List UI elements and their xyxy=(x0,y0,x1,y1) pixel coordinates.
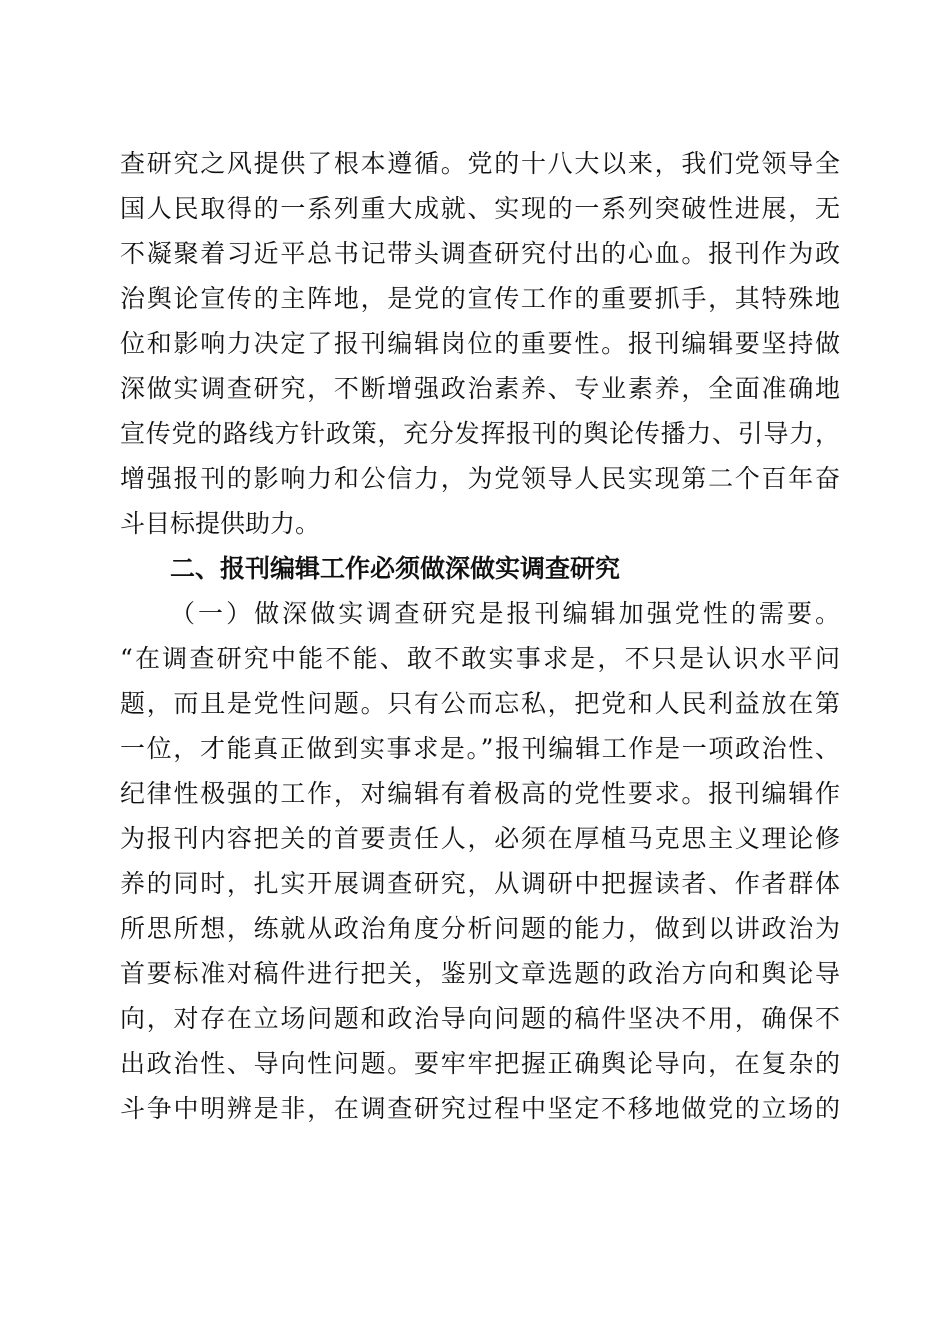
text-line: 位和影响力决定了报刊编辑岗位的重要性。报刊编辑要坚持做 xyxy=(120,329,840,358)
text-line: 斗目标提供助力。 xyxy=(120,509,321,538)
text-line: 养的同时，扎实开展调查研究，从调研中把握读者、作者群体 xyxy=(120,869,840,898)
text-line: 国人民取得的一系列重大成就、实现的一系列突破性进展，无 xyxy=(120,194,840,223)
text-line: 出政治性、导向性问题。要牢牢把握正确舆论导向，在复杂的 xyxy=(120,1049,840,1078)
text-line: 题，而且是党性问题。只有公而忘私，把党和人民利益放在第 xyxy=(120,689,840,718)
text-line: 查研究之风提供了根本遵循。党的十八大以来，我们党领导全 xyxy=(120,149,840,178)
text-line: 纪律性极强的工作，对编辑有着极高的党性要求。报刊编辑作 xyxy=(120,779,840,808)
section-heading: 二、报刊编辑工作必须做深做实调查研究 xyxy=(170,554,621,583)
text-line: 为报刊内容把关的首要责任人，必须在厚植马克思主义理论修 xyxy=(120,824,840,853)
text-line: 一位，才能真正做到实事求是。”报刊编辑工作是一项政治性、 xyxy=(120,734,840,763)
text-line: 斗争中明辨是非，在调查研究过程中坚定不移地做党的立场的 xyxy=(120,1094,840,1123)
text-line: 宣传党的路线方针政策，充分发挥报刊的舆论传播力、引导力， xyxy=(120,419,840,448)
text-line: 治舆论宣传的主阵地，是党的宣传工作的重要抓手，其特殊地 xyxy=(120,284,840,313)
text-line: 所思所想，练就从政治角度分析问题的能力，做到以讲政治为 xyxy=(120,914,840,943)
text-line: 向，对存在立场问题和政治导向问题的稿件坚决不用，确保不 xyxy=(120,1004,840,1033)
text-line: 不凝聚着习近平总书记带头调查研究付出的心血。报刊作为政 xyxy=(120,239,840,268)
text-line: “在调查研究中能不能、敢不敢实事求是，不只是认识水平问 xyxy=(120,644,840,673)
subsection-heading: （一）做深做实调查研究是报刊编辑加强党性的需要。 xyxy=(170,599,840,628)
text-line: 深做实调查研究，不断增强政治素养、专业素养，全面准确地 xyxy=(120,374,840,403)
body-text xyxy=(120,144,840,1134)
text-line: 增强报刊的影响力和公信力，为党领导人民实现第二个百年奋 xyxy=(120,464,840,493)
text-line: 首要标准对稿件进行把关，鉴别文章选题的政治方向和舆论导 xyxy=(120,959,840,988)
